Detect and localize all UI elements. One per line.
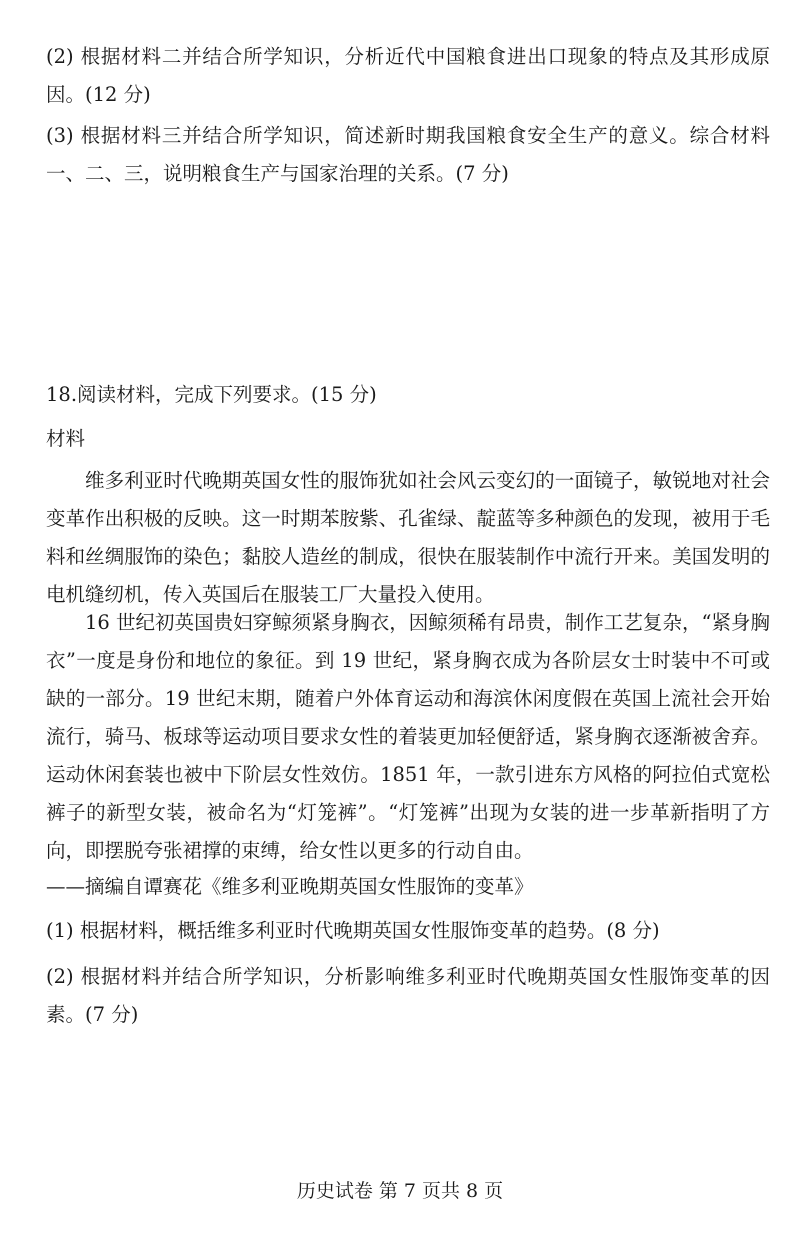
material-label: 材料: [46, 427, 86, 450]
q17-sub2-question: (2) 根据材料二并结合所学知识，分析近代中国粮食进出口现象的特点及其形成原因。(12 分): [46, 45, 770, 106]
material-paragraph-1: 维多利亚时代晚期英国女性的服饰犹如社会风云变幻的一面镜子，敏锐地对社会变革作出积极的反映。这一时期苯胺紫、孔雀绿、靛蓝等多种颜色的发现，被用于毛料和丝绸服饰的染色；黏胶人造丝的制成，很快在服装制作中流行开来。美国发明的电机缝纫机，传入英国后在服装工厂大量投入使用。: [46, 469, 770, 606]
q17-sub3-question: (3) 根据材料三并结合所学知识，简述新时期我国粮食安全生产的意义。综合材料一、二、三，说明粮食生产与国家治理的关系。(7 分): [46, 124, 770, 185]
q18-sub2-question: (2) 根据材料并结合所学知识，分析影响维多利亚时代晚期英国女性服饰变革的因素。(7 分): [46, 965, 770, 1026]
material-source: ——摘编自谭赛花《维多利亚晚期英国女性服饰的变革》: [46, 875, 534, 898]
material-paragraph-2: 16 世纪初英国贵妇穿鲸须紧身胸衣，因鲸须稀有昂贵，制作工艺复杂，“紧身胸衣”一度是身份和地位的象征。到 19 世纪，紧身胸衣成为各阶层女士时装中不可或缺的一部分。19 世纪末期，随着户外体育运动和海滨休闲度假在英国上流社会开始流行，骑马、板球等运动项目要求女性的着装更加轻便舒适，紧身胸衣逐渐被舍弃。运动休闲套装也被中下阶层女性效仿。1851 年，一款引进东方风格的阿拉伯式宽松裤子的新型女装，被命名为“灯笼裤”。“灯笼裤”出现为女装的进一步革新指明了方向，即摆脱夸张裙撑的束缚，给女性以更多的行动自由。: [46, 611, 770, 862]
q18-sub1-question: (1) 根据材料，概括维多利亚时代晚期英国女性服饰变革的趋势。(8 分): [46, 919, 660, 942]
q18-heading: 18.阅读材料，完成下列要求。(15 分): [46, 383, 377, 406]
page-footer: 历史试卷 第 7 页共 8 页: [296, 1180, 504, 1202]
